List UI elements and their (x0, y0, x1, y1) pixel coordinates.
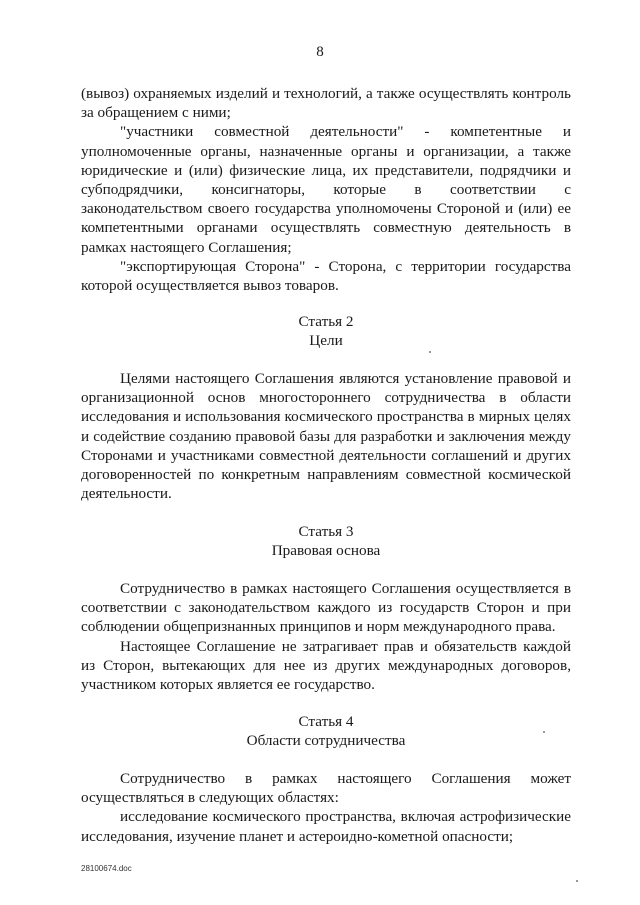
article-4-paragraph-1: Сотрудничество в рамках настоящего Соглашения может осуществляться в следующих областях: (81, 770, 571, 807)
paragraph-continuation: (вывоз) охраняемых изделий и технологий, а также осуществлять контроль за обращением с ними; (81, 85, 571, 122)
article-3-title: Правовая основа (271, 542, 381, 560)
article-4-body (81, 769, 571, 846)
article-3-paragraph-2: Настоящее Соглашение не затрагивает прав и обязательств каждой из Сторон, вытекающих для нее из других международных договоров, участником которых является ее государство. (81, 637, 571, 694)
scan-speck (543, 731, 545, 733)
article-3-body (81, 579, 571, 694)
article-2-paragraph: Целями настоящего Соглашения являются установление правовой и организационной основ многостороннего сотрудничества в области исследования и использования космического пространства в мирных целях и содействие созданию правовой базы для разработки и заключения между Сторонами и участниками совместной деятельности соглашений и других договоренностей по конкретным направлениям совместной космической деятельности. (81, 370, 571, 503)
article-3-paragraph-1: Сотрудничество в рамках настоящего Соглашения осуществляется в соответствии с законодательством каждого из государств Сторон и при соблюдении общепризнанных принципов и норм международного права. (81, 580, 571, 636)
document-filename: 28100674.doc (81, 864, 132, 873)
scan-speck (576, 880, 578, 882)
article-2-number: Статья 2 (298, 313, 354, 330)
article-4-heading (81, 712, 571, 750)
article-2-heading (81, 312, 571, 350)
article-2-body (81, 369, 571, 503)
article-4-number: Статья 4 (298, 713, 354, 730)
article-4-title: Области сотрудничества (246, 732, 406, 750)
page-number: 8 (316, 44, 324, 60)
scan-speck (429, 351, 431, 353)
paragraph-definition-participants: "участники совместной деятельности" - компетентные и уполномоченные органы, назначенные органы и организации, а также юридические и (или) физические лица, их представители, подрядчики и субподрядчики, консигнаторы, которые в соответствии с законодательством своего государства уполномочены Стороной и (или) ее компетентными органами осуществлять совместную деятельность в рамках настоящего Соглашения; (81, 123, 571, 256)
article-4-paragraph-2: исследование космического пространства, включая астрофизические исследования, изучение планет и астероидно-кометной опасности; (81, 808, 571, 845)
article-3-number: Статья 3 (298, 523, 354, 540)
article-2-title: Цели (309, 332, 343, 350)
intro-block (81, 84, 571, 295)
article-3-heading (81, 522, 571, 560)
paragraph-definition-exporting-party: "экспортирующая Сторона" - Сторона, с территории государства которой осуществляется вывоз товаров. (81, 257, 571, 295)
